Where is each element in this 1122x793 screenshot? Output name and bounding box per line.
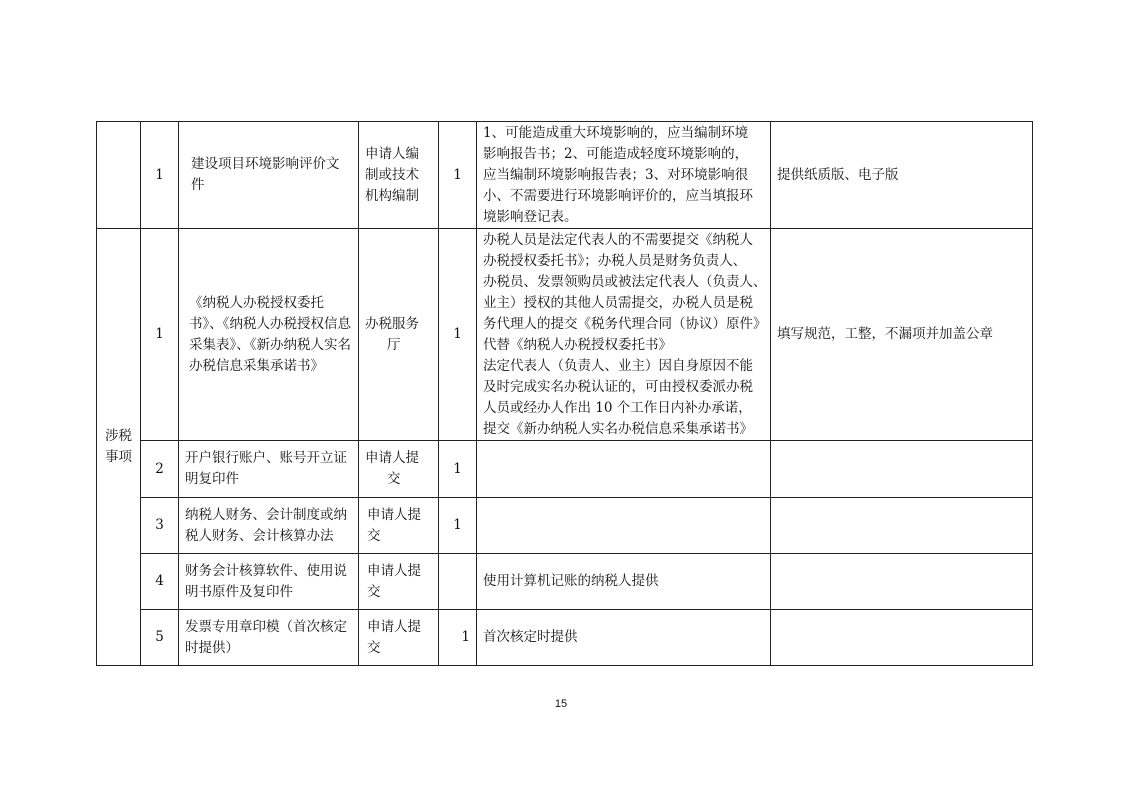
notes-cell bbox=[771, 554, 1033, 610]
table-row bbox=[97, 610, 1033, 666]
material-cell: 开户银行账户、账号开立证 明复印件 bbox=[179, 441, 359, 498]
category-cell: 涉税 事项 bbox=[97, 229, 141, 666]
requirements-cell bbox=[477, 441, 771, 498]
seq-cell: 3 bbox=[141, 498, 179, 554]
source-cell: 申请人提 交 bbox=[359, 441, 439, 498]
copies-cell: 1 bbox=[439, 498, 477, 554]
table-row bbox=[97, 229, 1033, 441]
source-cell: 申请人提 交 bbox=[359, 498, 439, 554]
notes-cell bbox=[771, 610, 1033, 666]
requirements-cell: 1、可能造成重大环境影响的，应当编制环境 影响报告书；2、可能造成轻度环境影响的， 应当编制环境影响报告表；3、对环境影响很 小、不需要进行环境影响评价的，应当填报环 境影响登记表。 bbox=[477, 122, 771, 229]
copies-cell: 1 bbox=[439, 229, 477, 441]
seq-cell: 4 bbox=[141, 554, 179, 610]
seq-cell: 1 bbox=[141, 229, 179, 441]
material-cell: 发票专用章印模（首次核定 时提供） bbox=[179, 610, 359, 666]
seq-cell: 2 bbox=[141, 441, 179, 498]
source-cell: 申请人提 交 bbox=[359, 554, 439, 610]
source-cell: 办税服务 厅 bbox=[359, 229, 439, 441]
notes-cell bbox=[771, 441, 1033, 498]
table-row bbox=[97, 441, 1033, 498]
copies-cell: 1 bbox=[439, 441, 477, 498]
materials-table bbox=[96, 121, 1033, 666]
seq-cell: 5 bbox=[141, 610, 179, 666]
material-cell: 《纳税人办税授权委托 书》、《纳税人办税授权信息 采集表》、《新办纳税人实名 办税信息采集承诺书》 bbox=[179, 229, 359, 441]
copies-cell bbox=[439, 554, 477, 610]
notes-cell: 填写规范，工整，不漏项并加盖公章 bbox=[771, 229, 1033, 441]
table-row bbox=[97, 554, 1033, 610]
source-cell: 申请人提 交 bbox=[359, 610, 439, 666]
material-cell: 建设项目环境影响评价文 件 bbox=[179, 122, 359, 229]
table-row bbox=[97, 122, 1033, 229]
requirements-cell bbox=[477, 498, 771, 554]
material-cell: 财务会计核算软件、使用说 明书原件及复印件 bbox=[179, 554, 359, 610]
copies-cell: 1 bbox=[439, 122, 477, 229]
copies-cell: 1 bbox=[439, 610, 477, 666]
table-row bbox=[97, 498, 1033, 554]
seq-cell: 1 bbox=[141, 122, 179, 229]
requirements-cell: 首次核定时提供 bbox=[477, 610, 771, 666]
requirements-cell: 使用计算机记账的纳税人提供 bbox=[477, 554, 771, 610]
category-cell bbox=[97, 122, 141, 229]
notes-cell: 提供纸质版、电子版 bbox=[771, 122, 1033, 229]
page-number: 15 bbox=[554, 698, 568, 710]
requirements-cell: 办税人员是法定代表人的不需要提交《纳税人 办税授权委托书》；办税人员是财务负责人、 办税员、发票领购员或被法定代表人（负责人、 业主）授权的其他人员需提交，办税人员是税 务代理人的提交《税务代理合同（协议）原件》 代替《纳税人办税授权委托书》 法定代表人（负责人、业主）因自身原因不能 及时完成实名办税认证的，可由授权委派办税 人员或经办人作出 10 个工作日内补办承诺， 提交《新办纳税人实名办税信息采集承诺书》 bbox=[477, 229, 771, 441]
material-cell: 纳税人财务、会计制度或纳 税人财务、会计核算办法 bbox=[179, 498, 359, 554]
source-cell: 申请人编 制或技术 机构编制 bbox=[359, 122, 439, 229]
notes-cell bbox=[771, 498, 1033, 554]
